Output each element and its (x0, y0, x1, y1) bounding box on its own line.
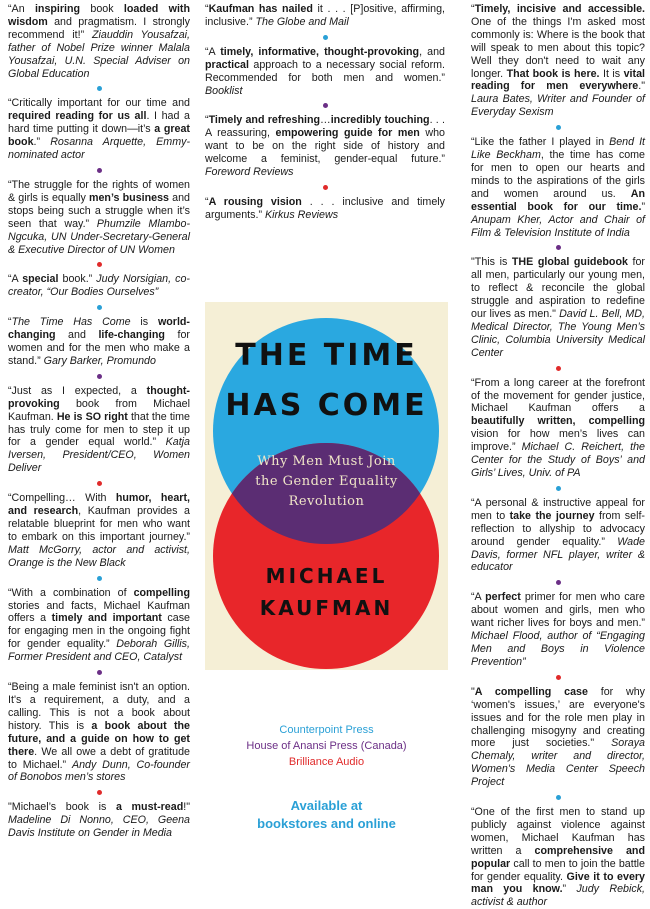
quote-text: thought-provoking (8, 384, 190, 410)
left-quote-column (8, 3, 190, 840)
quote-text: “From a long career at the forefront of the movement for gender justice, Michael Kaufman offers a (471, 376, 645, 415)
quote-text: case for engaging men in the ongoing fight for gender equality.” (8, 612, 191, 651)
quote-text: “ (205, 3, 209, 15)
quote-text: Timely, incisive and accessible. (474, 3, 645, 15)
quote-text: perfect (485, 591, 521, 604)
quote-text: “Compelling… With (8, 492, 116, 505)
separator-dot (97, 576, 102, 581)
quote-text: One of the things I'm asked most commonly is: Where is the book that will speak to men about this topic? Well they don't need to wait any longer. (471, 15, 645, 80)
quote-text: a must-read (115, 801, 184, 814)
quote-text: … (320, 114, 331, 127)
quote-text: " (471, 685, 475, 698)
quote (471, 377, 645, 480)
quote-text: Give it to every man you know. (471, 870, 645, 896)
separator-dot (323, 185, 328, 190)
quote-attribution: Booklist (205, 84, 243, 97)
quote (8, 179, 190, 256)
quote-text: “Just as I expected, a (8, 384, 147, 397)
quote (471, 136, 645, 239)
quote (205, 3, 445, 29)
quote-text: that the time has truly come for men to step it up for a gender equal world.” (8, 410, 191, 449)
quote (8, 97, 190, 162)
quote (205, 114, 445, 179)
quote-text: Timely and refreshing (208, 114, 321, 127)
quote-attribution: Foreword Reviews (205, 166, 294, 179)
quote-text: . . . inclusive and timely arguments.” (205, 195, 445, 221)
quote (471, 497, 645, 574)
quote-attribution: Deborah Gillis, Former President and CEO, Catalyst (8, 638, 190, 664)
separator-dot (556, 580, 561, 585)
quote-text: "Michael’s book is (8, 801, 116, 814)
quote-text: . I had a hard time putting it down—it’s (8, 110, 191, 136)
separator-dot (97, 790, 102, 795)
quote-text: men’s business (88, 191, 169, 204)
quote-text: . We all owe a debt of gratitude to Michael.” (8, 745, 190, 771)
quote-text: take the journey (509, 509, 595, 522)
quote-text: book from Michael Kaufman. (8, 397, 190, 423)
quote-text: humor, heart, and research (8, 492, 190, 518)
separator-dot (97, 670, 102, 675)
quote-attribution: Matt McGorry, actor and activist, Orange is the New Black (8, 543, 190, 569)
quote-text: ” (562, 883, 577, 896)
quote-text: it . . . [P]ositive, affirming, inclusive.” (205, 3, 445, 28)
quote-attribution: Judy Rebick, activist & author (471, 883, 646, 909)
quote (205, 196, 445, 222)
quote-text: world-changing (8, 316, 190, 342)
quote-text: a great book (8, 123, 190, 149)
separator-dot (556, 486, 561, 491)
quote-text: “ (205, 114, 209, 127)
right-quote-column (471, 3, 645, 909)
separator-dot (556, 125, 561, 130)
cover-author-line1: MICHAEL (265, 564, 388, 588)
quote (8, 492, 190, 569)
quote-attribution: Anupam Kher, Actor and Chair of Film & Television Institute of India (471, 213, 645, 239)
separator-dot (97, 168, 102, 173)
quote (8, 385, 190, 475)
quote-text: empowering guide for men (275, 127, 420, 140)
quote-text: , Kaufman provides a relatable blueprint for men who want to embark on this important journey.” (8, 505, 190, 543)
cover-subtitle-line3: Revolution (288, 494, 365, 509)
quote-attribution: Soraya Chemaly, writer and director, Women's Media Center Speech Project (471, 737, 645, 789)
quote (8, 801, 190, 840)
separator-dot (323, 103, 328, 108)
separator-dot (556, 366, 561, 371)
quote-text: ” (641, 200, 645, 213)
quote-text: “ (205, 195, 209, 208)
quote-text: life-changing (98, 329, 165, 342)
quote-text: A compelling case (474, 685, 588, 698)
quote-text: "This is (471, 256, 512, 269)
cover-subtitle-line1: Why Men Must Join (257, 454, 396, 469)
cover-title-line1: THE TIME (235, 338, 418, 373)
quote-text: vital reading for men everywhere (471, 67, 645, 93)
quote-attribution: Gary Barker, Promundo (43, 354, 156, 367)
quote-text: “An (8, 3, 35, 15)
book-cover (205, 302, 448, 670)
quote-attribution: Rosanna Arquette, Emmy-nominated actor (8, 136, 191, 162)
separator-dot (97, 481, 102, 486)
quote (8, 3, 190, 80)
separator-dot (556, 245, 561, 250)
quote (471, 591, 645, 668)
separator-dot (97, 86, 102, 91)
publisher-anansi: House of Anansi Press (Canada) (246, 740, 407, 752)
separator-dot (556, 795, 561, 800)
cover-author-line2: KAUFMAN (259, 596, 394, 620)
quote-text: and stops being such a struggle when it’s seen that way.” (8, 191, 190, 230)
quote (471, 3, 645, 119)
quote-attribution: Michael C. Reichert, the Center for the Study of Boys’ and Girls’ Lives, Univ. of PA (471, 441, 645, 479)
quote-text: “ (471, 3, 475, 15)
quote-text: timely, informative, thought-provoking (220, 45, 420, 58)
quote-text: An essential book for our time. (471, 187, 645, 213)
quote-text: book (80, 3, 124, 15)
quote-text: ." (638, 80, 645, 93)
quote-text: , the time has come for men to open our hearts and minds to the aspirations of the girls and women around us. (471, 149, 645, 200)
separator-dot (556, 675, 561, 680)
quote-attribution: Andy Dunn, Co-founder of Bonobos men’s stores (8, 758, 190, 784)
quote-text: “Like the father I played in (471, 136, 610, 149)
quote-attribution: David L. Bell, MD, Medical Director, The Young Men’s Clinic, Columbia University Medical Center (471, 308, 645, 359)
quote-text: loaded with wisdom (8, 3, 190, 28)
quote-attribution: Judy Norsigian, co-creator, “Our Bodies Ourselves” (8, 273, 190, 299)
quote-text: “One of the first men to stand up publicly against violence against women, Michael Kaufman has written a (471, 806, 645, 857)
separator-dot (97, 305, 102, 310)
quote (8, 681, 190, 784)
quote-text: “With a combination of (8, 586, 134, 599)
quote-text: practical (205, 58, 249, 71)
quote-attribution: The Globe and Mail (255, 15, 349, 28)
publisher-brilliance: Brilliance Audio (288, 756, 365, 768)
quote-text: primer for men who care about women and girls, men who want richer lives for boys and men.” (471, 591, 645, 630)
quote (471, 256, 645, 359)
quote-attribution: Katja Iversen, President/CEO, Women Deliver (8, 436, 190, 475)
quote-attribution: Wade Davis, former NFL player, writer & educator (471, 535, 645, 574)
quote-text: !" (183, 801, 190, 814)
quote-text: for all men, particularly our young men, to reflect & reconcile the global struggle and aspiration to redefine our lives as men." (471, 256, 645, 321)
quote-text: is (130, 316, 158, 329)
quote-text: timely and important (51, 612, 162, 625)
quote-attribution: Laura Bates, Writer and Founder of Everyday Sexism (471, 93, 645, 119)
quote-text: “Being a male feminist isn't an option. It's a requirement, a duty, and a calling. This is not a book about history. This is (8, 681, 190, 732)
quote-text: stories and facts, Michael Kaufman offers a (8, 599, 190, 625)
quote-attribution: Phumzile Mlambo-Ngcuka, UN Under-Secretary-General & Executive Director of UN Women (8, 217, 191, 256)
quote (8, 273, 190, 299)
quote-attribution: The Time Has Come (11, 316, 131, 329)
separator-dot (97, 374, 102, 379)
quote-text: “A personal & instructive appeal for men to (471, 496, 645, 522)
quote-text: . . . A reassuring, (205, 114, 445, 140)
quote-text: call to men to join the battle for gender equality. (471, 857, 645, 883)
quote-text: Kaufman has nailed (208, 3, 313, 15)
cover-title-line2: HAS COME (225, 388, 428, 423)
quote-text: “A (8, 273, 23, 286)
quote-text: compelling (133, 586, 190, 599)
availability-line1: Available at (290, 798, 363, 813)
quote-attribution: Ziauddin Yousafzai, father of Nobel Prize winner Malala Yousafzai, U.N. Special Adviser on Global Education (8, 28, 190, 80)
quote-attribution: Bend It Like Beckham (471, 136, 646, 162)
quote-text: incredibly touching (330, 114, 430, 127)
quote-attribution: Madeline Di Nonno, CEO, Geena Davis Institute on Gender in Media (8, 814, 190, 840)
quote-text: A rousing vision (208, 195, 302, 208)
quote-text: book.” (58, 273, 97, 286)
quote-text: who want to be on the right side of history and welcome a feminist, gender-equal future.” (205, 127, 445, 166)
quote-text: , and (419, 45, 445, 58)
quote (471, 806, 645, 909)
quote-text: and pragmatism. I strongly recommend it!” (8, 15, 190, 41)
quote-text: “A (471, 591, 486, 604)
availability-line2: bookstores and online (257, 816, 396, 831)
quote-text: comprehensive and popular (471, 844, 645, 870)
quote-attribution: Kirkus Reviews (265, 208, 339, 221)
quote-text: required reading for us all (8, 110, 147, 123)
quote-text: That book is here. (506, 67, 600, 80)
publisher-counterpoint: Counterpoint Press (279, 724, 374, 736)
quote-text: from self-reflection to allyship to advocacy around gender equality.” (471, 509, 645, 548)
quote-text: special (22, 273, 59, 286)
quote-text: approach to a necessary social reform. Recommended for both men and women.” (205, 58, 445, 84)
cover-subtitle-line2: the Gender Equality (255, 474, 398, 489)
middle-quote-column (205, 3, 445, 222)
quote-text: “A (205, 45, 221, 58)
quote-text: It is (599, 67, 624, 80)
quote-text: “ (8, 316, 12, 329)
quote-text: inspiring (34, 3, 81, 15)
quote (205, 46, 445, 98)
quote-text: .” (33, 136, 51, 149)
quote-text: beautifully written, compelling (471, 415, 645, 428)
quote-text: He is SO right (56, 410, 128, 423)
quote-text: a book about the future, and a guide on how to get there (8, 719, 191, 758)
quote-text: “The struggle for the rights of women & girls is equally (8, 178, 190, 204)
quote-text: “Critically important for our time and (8, 97, 190, 110)
separator-dot (97, 262, 102, 267)
quote-attribution: Michael Flood, author of “Engaging Men and Boys in Violence Prevention” (471, 630, 645, 668)
quote-text: for why ‘women's issues,’ are everyone's issues and for the role men play in challenging misogyny and creating more just societies." (471, 685, 646, 750)
separator-dot (323, 35, 328, 40)
quote-text: and (55, 329, 99, 342)
quote-text: THE global guidebook (511, 256, 628, 269)
quote (8, 316, 190, 368)
quote-text: vision for how men’s lives can improve.” (471, 428, 645, 454)
quote (471, 686, 645, 789)
quote (8, 587, 190, 664)
quote-text: for women and for the men who make a stand.” (8, 329, 190, 367)
